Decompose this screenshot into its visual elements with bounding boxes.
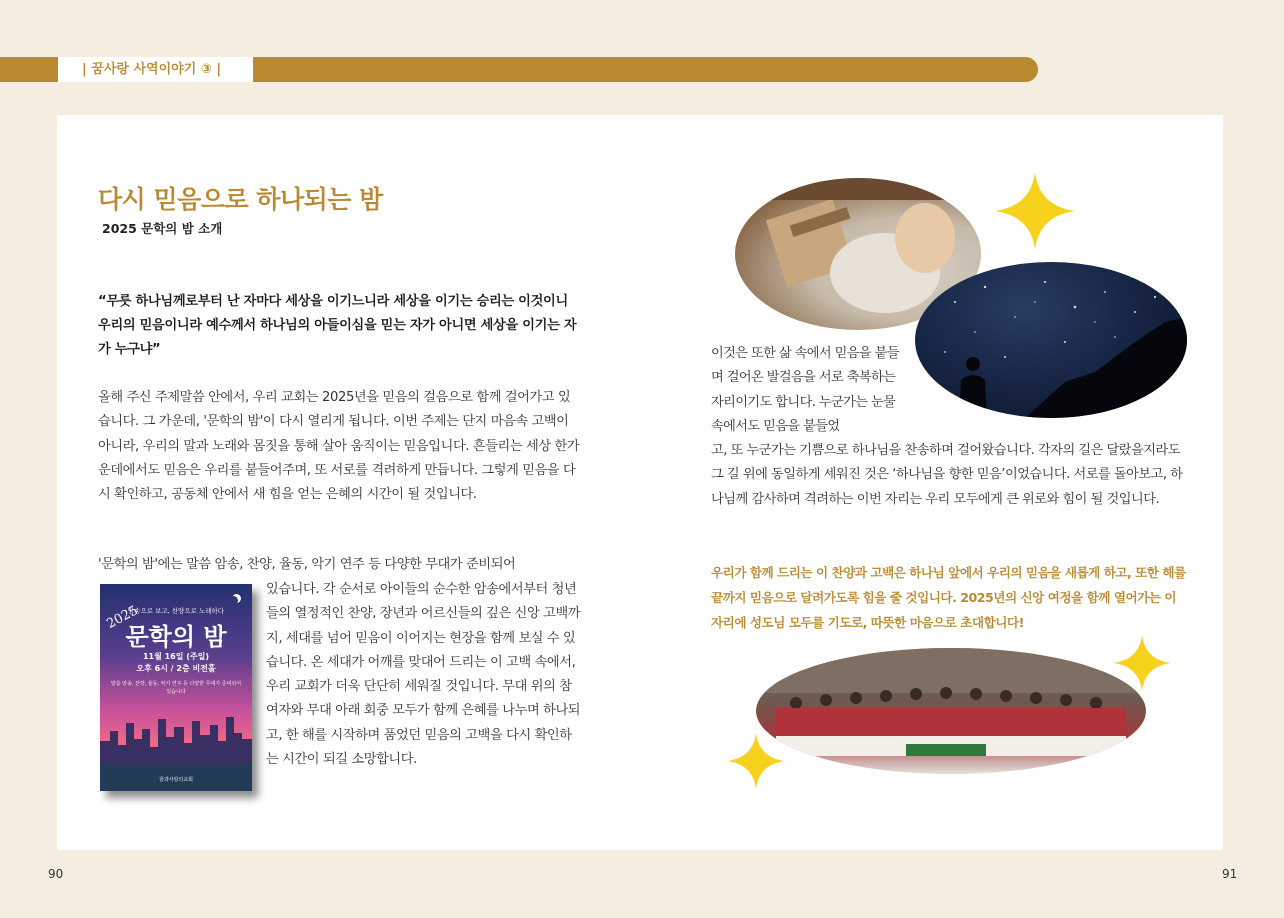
sparkle-icon xyxy=(1113,635,1171,691)
section-tag: | 꿈사랑 사역이야기 ③ | xyxy=(58,57,253,82)
crowd-illustration-icon xyxy=(756,648,1146,774)
paragraph-2-lead: '문학의 밤'에는 말씀 암송, 찬양, 율동, 악기 연주 등 다양한 무대가 준비되어 xyxy=(98,557,516,572)
photo-congregation-group xyxy=(756,648,1146,774)
sparkle-icon xyxy=(727,733,785,789)
page-number-right: 91 xyxy=(1222,867,1238,881)
moon-icon xyxy=(229,596,238,605)
paragraph-3-side: 이것은 또한 삶 속에서 믿음을 붙들며 걸어온 발걸음을 서로 축복하는 자리이기도 합니다. 누군가는 눈물 속에서도 믿음을 붙들었 xyxy=(711,346,899,434)
paragraph-3-rest: 고, 또 누군가는 기쁨으로 하나님을 찬송하며 걸어왔습니다. 각자의 길은 달랐을지라도 그 길 위에 동일하게 세워진 것은 ‘하나님을 향한 믿음’이었습니다. 서로를 돌아보고, 하나님께 감사하며 격려하는 이번 자리는 우리 모두에게 큰 위로와 힘이 될 것입니다. xyxy=(711,443,1183,507)
poster-date: 11월 16일 (주일) xyxy=(142,652,210,661)
poster-time: 오후 6시 / 2층 비전홀 xyxy=(136,664,216,673)
article-subtitle: 2025 문학의 밤 소개 xyxy=(102,221,223,236)
night-sky-illustration-icon xyxy=(915,262,1187,418)
scripture-verse: “무릇 하나님께로부터 난 자마다 세상을 이기느니라 세상을 이기는 승리는 이것이니 우리의 믿음이니라 예수께서 하나님의 아들이심을 믿는 자가 아니면 세상을 이기는 자가 누구냐” xyxy=(98,294,577,357)
poster-year: 2025 xyxy=(104,603,141,632)
city-skyline-icon xyxy=(100,711,252,771)
article-title: 다시 믿음으로 하나되는 밤 xyxy=(98,185,383,214)
page-number-left: 90 xyxy=(48,867,64,881)
poster-title: 문학의 밤 xyxy=(125,622,227,651)
sparkle-icon xyxy=(995,172,1075,250)
paragraph-1: 올해 주신 주제말씀 안에서, 우리 교회는 2025년을 믿음의 걸음으로 함께 걸어가고 있습니다. 그 가운데, '문학의 밤'이 다시 열리게 됩니다. 이번 주제는 단지 마음속 고백이 아니라, 우리의 말과 노래와 몸짓을 통해 살아 움직이는 믿음입니다. 흔들리는 세상 한가운데에서도 믿음은 우리를 붙들어주며, 또 서로를 격려하게 만듭니다. 그렇게 믿음을 다시 확인하고, 공동체 안에서 새 힘을 얻는 은혜의 시간이 될 것입니다. xyxy=(98,390,580,503)
invitation-highlight: 우리가 함께 드리는 이 찬양과 고백은 하나님 앞에서 우리의 믿음을 새롭게 하고, 또한 해를 끝까지 믿음으로 달려가도록 힘을 줄 것입니다. 2025년의 신앙 여정을 함께 열어가는 이 자리에 성도님 모두를 기도로, 따뜻한 마음으로 초대합니다! xyxy=(711,565,1186,630)
photo-starry-night xyxy=(915,262,1187,418)
paragraph-2-rest: 있습니다. 각 순서로 아이들의 순수한 암송에서부터 청년들의 열정적인 찬양, 장년과 어르신들의 깊은 신앙 고백까지, 세대를 넘어 믿음이 이어지는 현장을 함께 보실 수 있습니다. 온 세대가 어깨를 맞대어 드리는 이 고백 속에서, 우리 교회가 더욱 단단히 세워질 것입니다. 무대 위의 참여자와 무대 아래 회중 모두가 함께 은혜를 나누며 하나되고, 한 해를 시작하며 품었던 믿음의 고백을 다시 확인하는 시간이 되길 소망합니다. xyxy=(266,582,581,768)
poster-church-name: 꿈과사랑의교회 xyxy=(159,777,193,783)
poster-description: 말씀 암송, 찬양, 율동, 악기 연주 등 다양한 무대가 준비되어 있습니다 xyxy=(110,681,242,695)
event-poster-image xyxy=(100,584,252,791)
poster-tagline: 암송으로 보고, 찬양으로 노래하다 xyxy=(127,607,225,615)
